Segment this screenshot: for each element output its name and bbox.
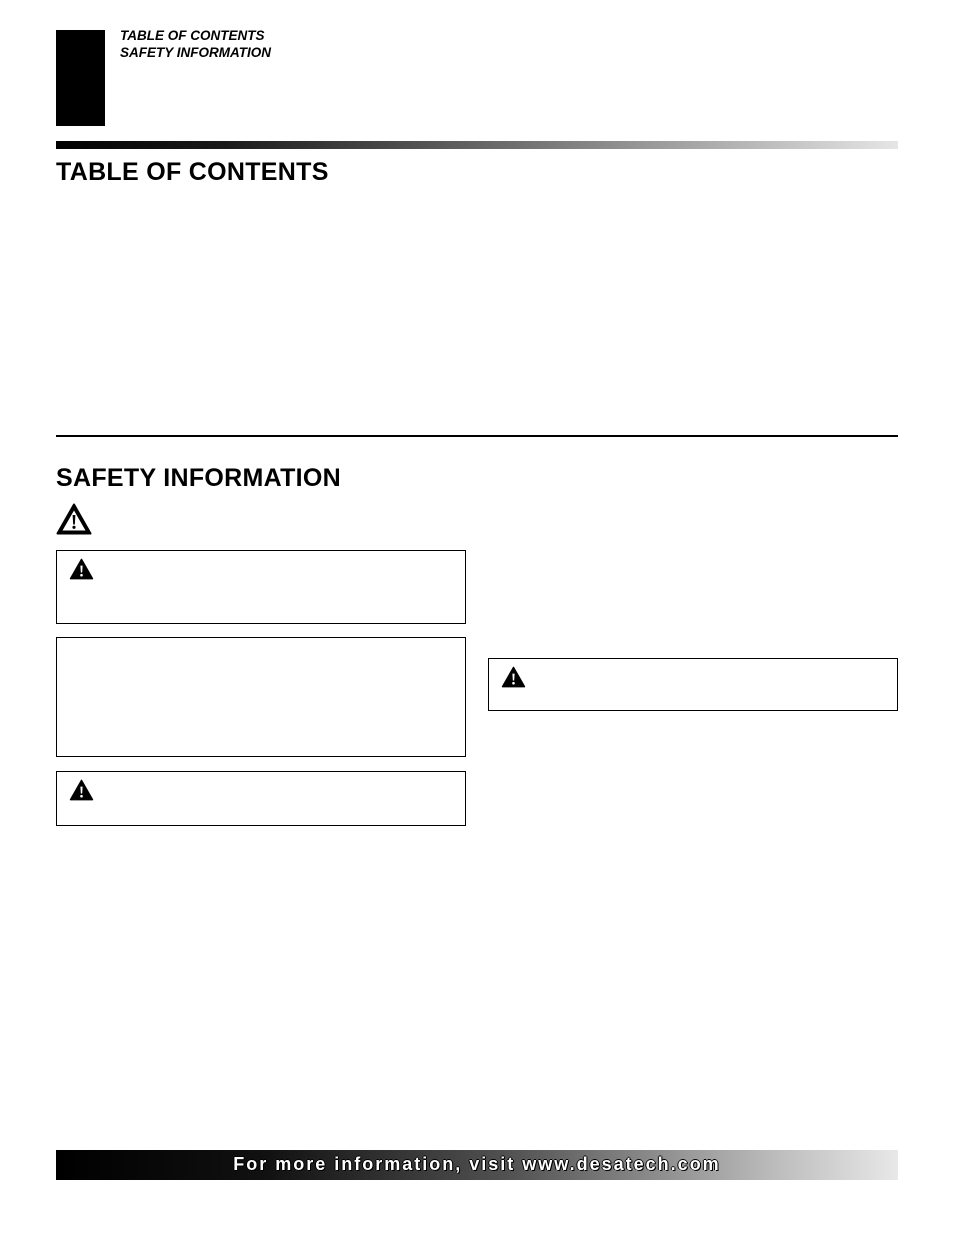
safety-information-title: SAFETY INFORMATION (56, 464, 342, 492)
running-head (120, 27, 271, 61)
warning-box-2 (56, 771, 466, 826)
running-head-line-1: TABLE OF CONTENTS (120, 28, 265, 43)
warning-icon (69, 558, 94, 580)
page-tab-marker (56, 30, 105, 126)
warning-icon (69, 779, 94, 801)
warning-icon (501, 666, 526, 688)
warning-box-3 (488, 658, 898, 711)
section-divider (56, 435, 898, 437)
footer-bar (56, 1150, 898, 1180)
header-gradient-rule (56, 141, 898, 149)
notice-box (56, 637, 466, 757)
warning-triangle-icon (56, 503, 92, 535)
running-head-line-2: SAFETY INFORMATION (120, 45, 271, 60)
footer-website-link[interactable]: For more information, visit www.desatech.com (233, 1154, 721, 1174)
warning-box-1 (56, 550, 466, 624)
table-of-contents-title: TABLE OF CONTENTS (56, 158, 329, 186)
